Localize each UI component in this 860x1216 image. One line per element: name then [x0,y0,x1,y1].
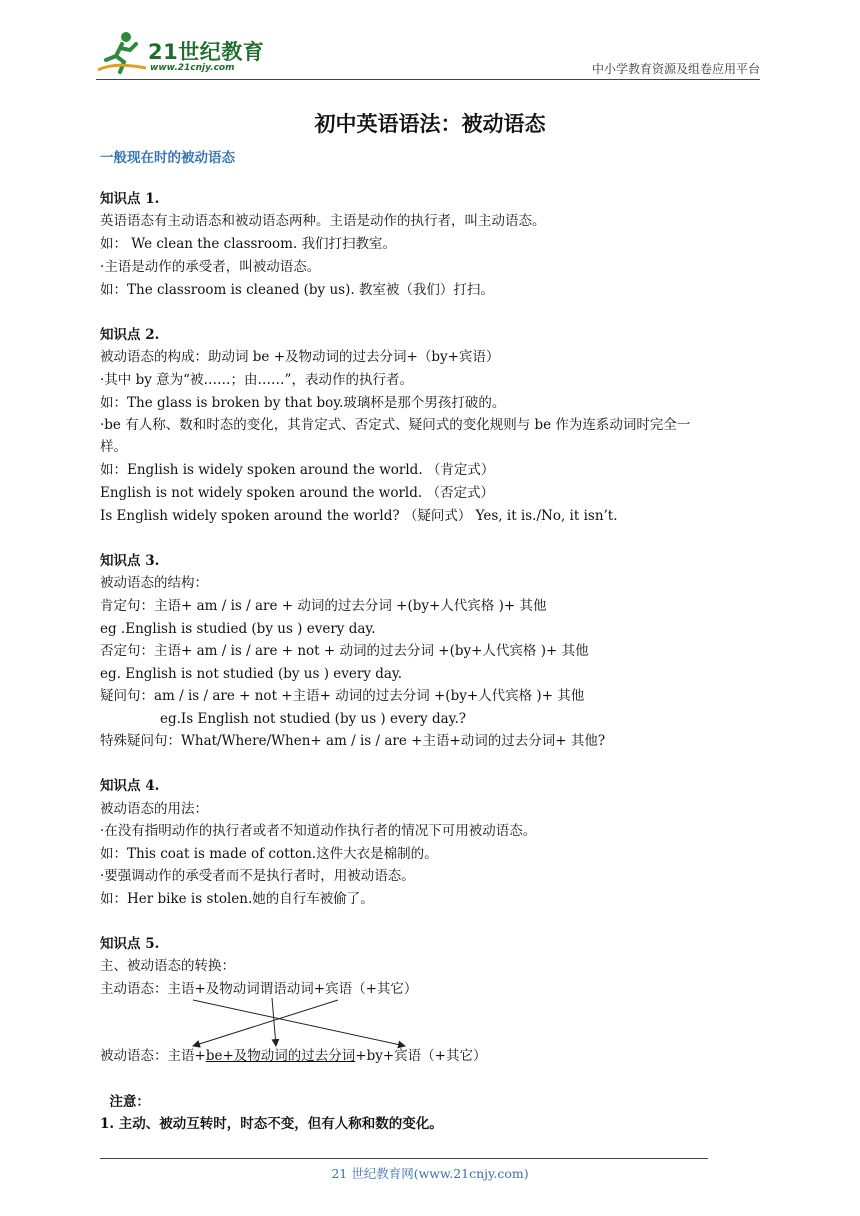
passive-prefix: 被动语态：主语+ [100,1048,206,1064]
k3-line: eg .English is studied (by us ) every day. [100,621,376,637]
k2-line: 样。 [100,439,127,455]
k4-line: 如：This coat is made of cotton.这件大衣是棉制的。 [100,846,438,862]
k2-line: English is not widely spoken around the world. （否定式） [100,485,494,501]
logo-text: 21世纪教育 [148,40,265,64]
k2-line: 如：The glass is broken by that boy.玻璃杯是那个男孩打破的。 [100,395,506,411]
note-line: 1. 主动、被动互转时，时态不变，但有人称和数的变化。 [100,1116,443,1132]
k4-heading: 知识点 4. [100,778,160,794]
k1-heading: 知识点 1. [100,191,160,207]
k3-line: 疑问句：am / is / are + not +主语+ 动词的过去分词 +(by+人代宾格 )+ 其他 [100,688,585,704]
note-heading: 注意： [100,1094,150,1110]
k2-line: 被动语态的构成：助动词 be +及物动词的过去分词+（by+宾语） [100,349,500,365]
k2-line: 如：English is widely spoken around the world. （肯定式） [100,462,495,478]
k4-line: 如：Her bike is stolen.她的自行车被偷了。 [100,891,374,907]
page-footer: 21 世纪教育网(www.21cnjy.com) [331,1166,529,1181]
k3-line: eg.Is English not studied (by us ) every day.? [160,711,467,727]
k1-line: 英语语态有主动语态和被动语态两种。主语是动作的执行者，叫主动语态。 [100,213,546,229]
k2-heading: 知识点 2. [100,327,160,343]
logo-url: www.21cnjy.com [150,63,235,73]
active-voice-formula: 主动语态：主语+及物动词谓语动词+宾语（+其它） [100,981,418,997]
k1-line: 如： We clean the classroom. 我们打扫教室。 [100,236,397,252]
k3-line: 特殊疑问句：What/Where/When+ am / is / are +主语+动词的过去分词+ 其他? [100,733,606,749]
header-tagline: 中小学教育资源及组卷应用平台 [591,62,760,76]
k1-line: ·主语是动作的承受者，叫被动语态。 [100,259,321,275]
passive-suffix: +by+宾语（+其它） [355,1048,487,1064]
k5-line: 主、被动语态的转换： [100,958,235,974]
k2-line: Is English widely spoken around the world? （疑问式） Yes, it is./No, it isn’t. [100,508,618,524]
k3-heading: 知识点 3. [100,553,160,569]
passive-voice-formula [100,1047,486,1065]
k2-line: ·be 有人称、数和时态的变化，其肯定式、否定式、疑问式的变化规则与 be 作为连系动词时完全一 [100,417,691,433]
footer-divider [100,1158,708,1159]
k1-line: 如：The classroom is cleaned (by us). 教室被（我们）打扫。 [100,282,494,298]
k3-line: eg. English is not studied (by us ) every day. [100,666,403,682]
passive-verb-part: be+及物动词的过去分词 [205,1048,356,1064]
k3-line: 否定句：主语+ am / is / are + not + 动词的过去分词 +(by+人代宾格 )+ 其他 [100,643,589,659]
k2-line: ·其中 by 意为“被……；由……”，表动作的执行者。 [100,372,413,388]
k4-line: 被动语态的用法： [100,801,208,817]
page-title: 初中英语语法：被动语态 [314,112,546,136]
k4-line: ·要强调动作的承受者而不是执行者时，用被动语态。 [100,868,415,884]
k5-heading: 知识点 5. [100,936,160,952]
k4-line: ·在没有指明动作的执行者或者不知道动作执行者的情况下可用被动语态。 [100,823,537,839]
k3-line: 被动语态的结构： [100,575,208,591]
k3-line: 肯定句：主语+ am / is / are + 动词的过去分词 +(by+人代宾格 )+ 其他 [100,598,547,614]
section-title: 一般现在时的被动语态 [100,150,235,166]
